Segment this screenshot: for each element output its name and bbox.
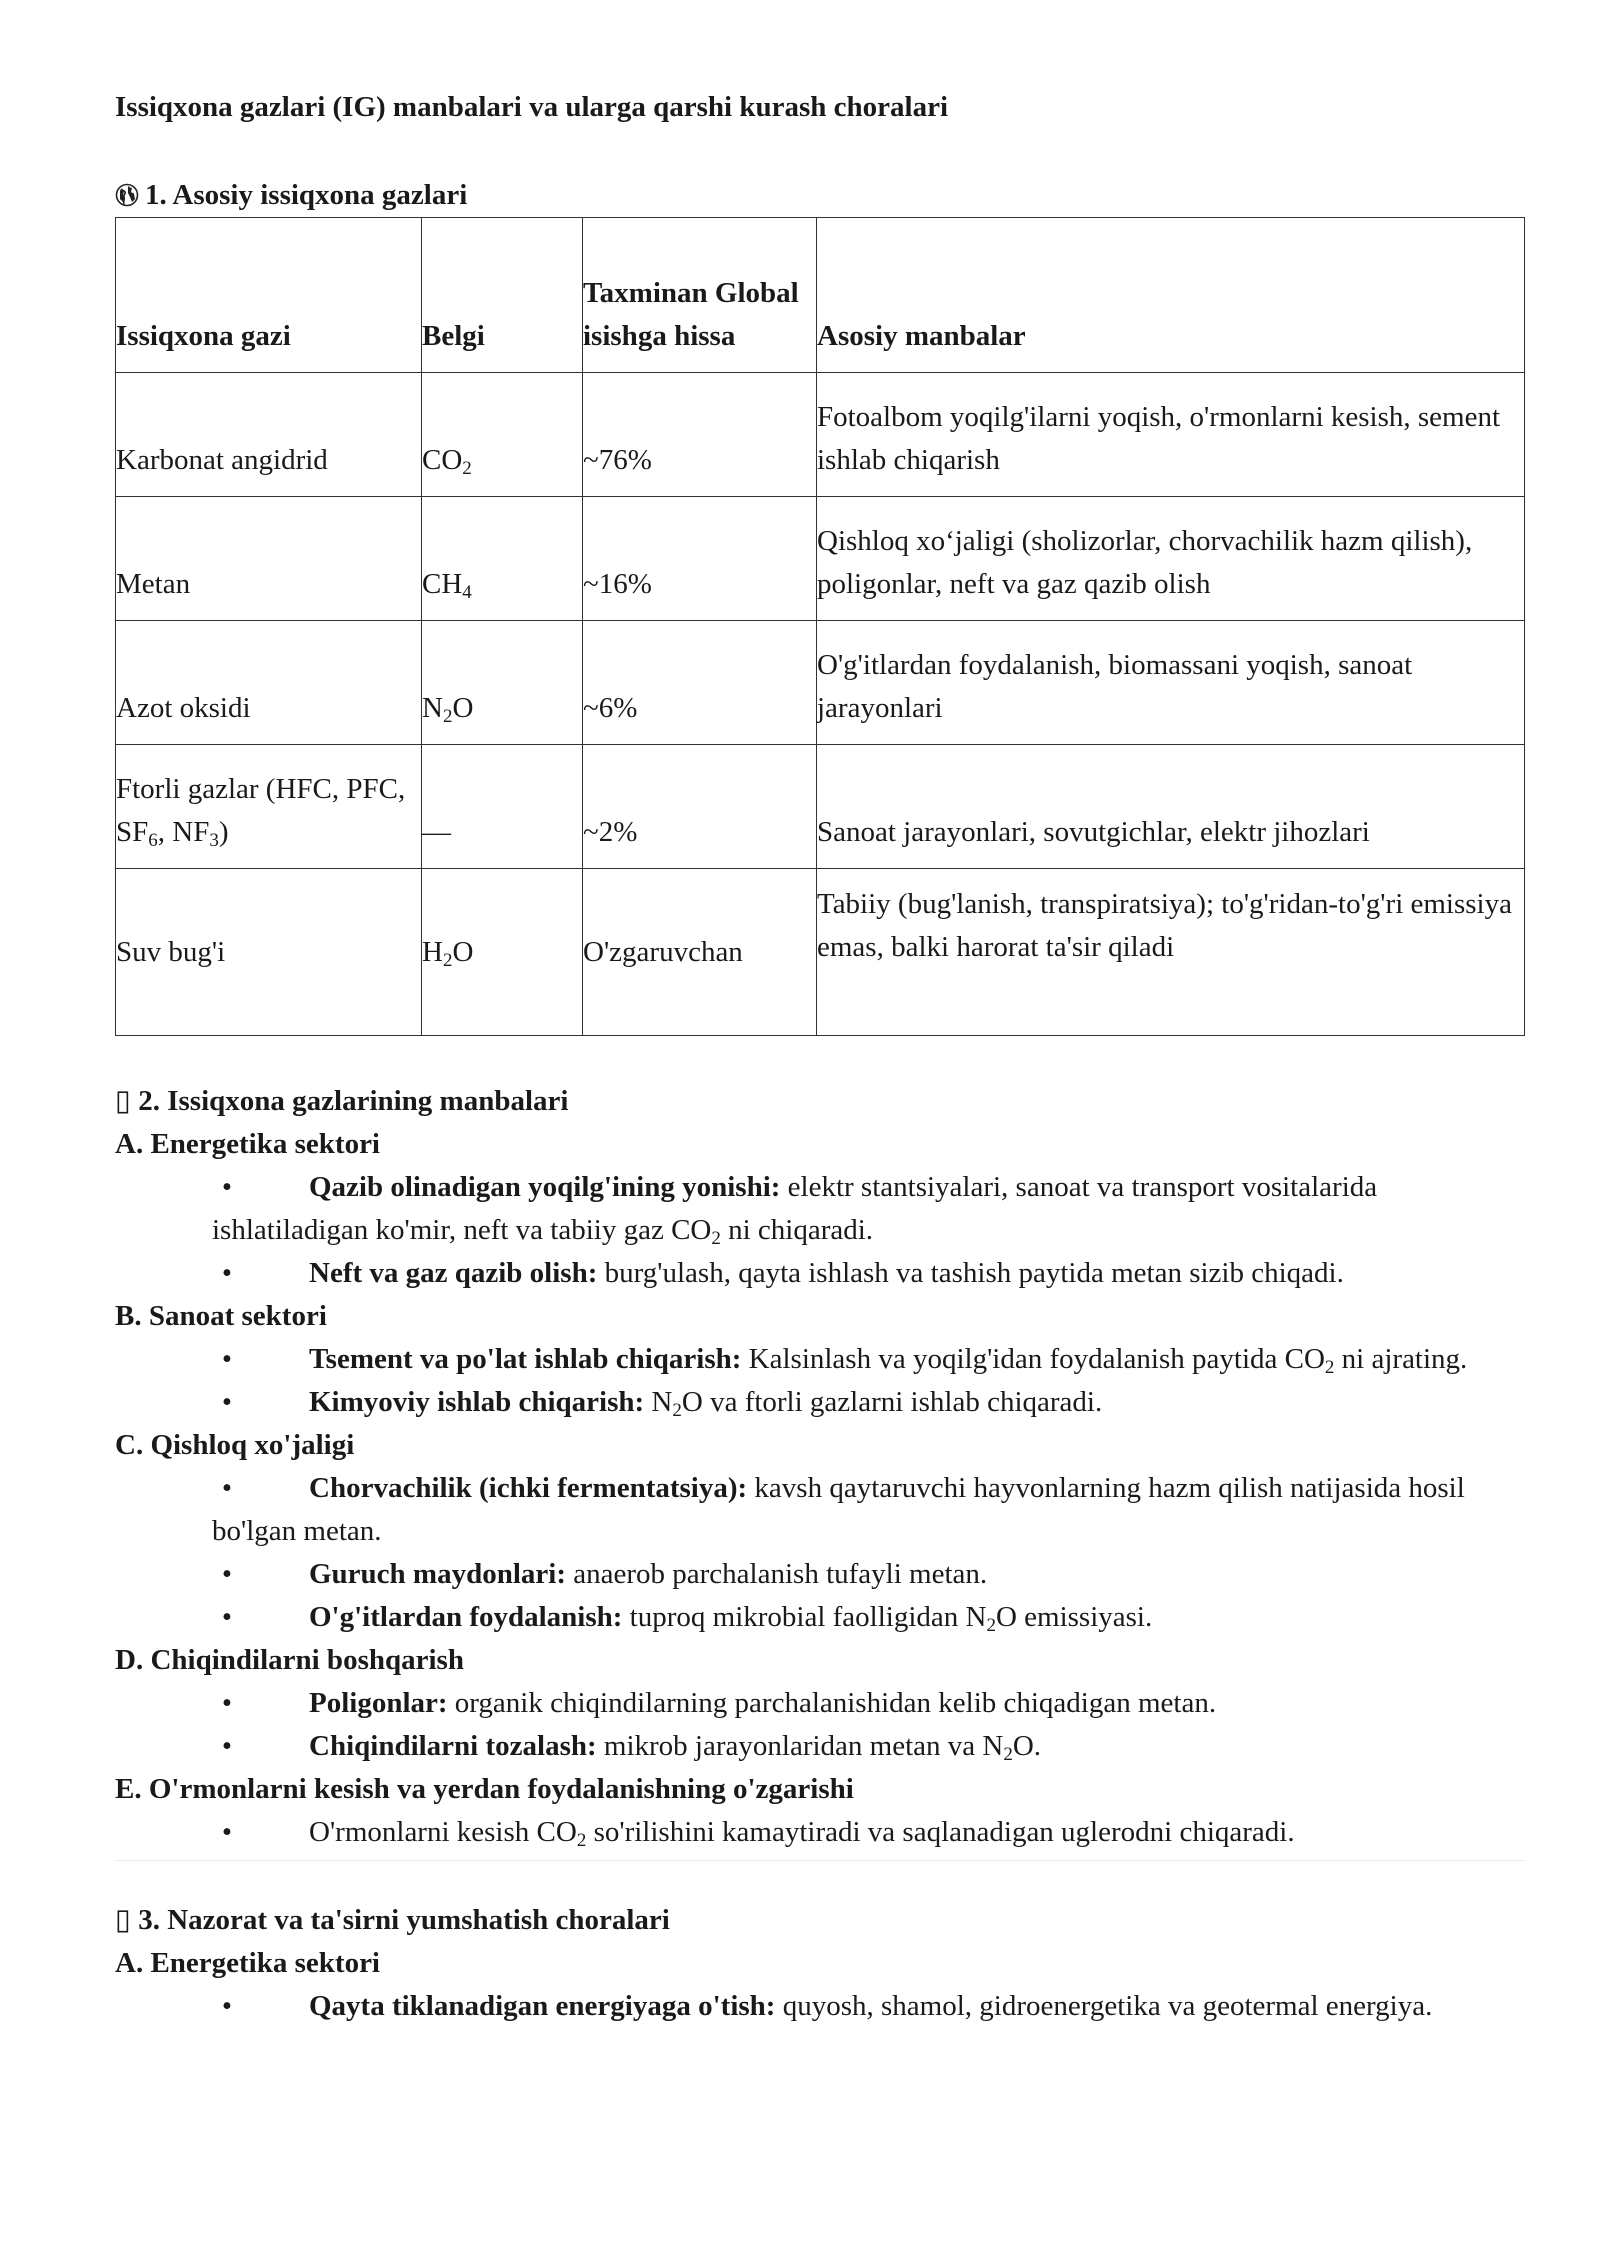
cell-formula: $H_2O$	[422, 869, 583, 1036]
list-item-lead: Qazib olinadigan yoqilg'ining yonishi:	[309, 1171, 781, 1203]
list-item-lead: Kimyoviy ishlab chiqarish:	[309, 1386, 645, 1418]
section-3-title: 3. Nazorat va ta'sirni yumshatish choralari	[138, 1904, 670, 1936]
bullet-list	[115, 1166, 1525, 1295]
header-sources: Asosiy manbalar	[817, 218, 1525, 373]
cell-share: ~16%	[583, 497, 817, 621]
list-item-body	[212, 1553, 1525, 1596]
bullet-icon: •	[221, 1472, 233, 1504]
list-item-text: O'rmonlarni kesish $CO_2$ so'rilishini kamaytiradi va saqlanadigan uglerodni chiqaradi.	[309, 1816, 1295, 1851]
bullet-list	[115, 1682, 1525, 1768]
bullet-icon: •	[221, 1990, 233, 2022]
list-item-body	[212, 1596, 1525, 1639]
bullet-list	[115, 1338, 1525, 1424]
cell-sources: Tabiiy (bug'lanish, transpiratsiya); to'g'ridan-to'g'ri emissiya emas, balki harorat ta'sir qiladi	[817, 869, 1525, 1036]
category-heading: A. Energetika sektori	[115, 1947, 380, 1979]
list-item-lead: Poligonlar:	[309, 1687, 448, 1719]
cell-formula: $CO_2$	[422, 373, 583, 497]
cell-sources: Qishloq xo‘jaligi (sholizorlar, chorvachilik hazm qilish), poligonlar, neft va gaz qazib olish	[817, 497, 1525, 621]
cell-share: ~6%	[583, 621, 817, 745]
category-heading: B. Sanoat sektori	[115, 1300, 327, 1332]
bullet-list	[115, 1985, 1525, 2028]
list-item-lead: O'g'itlardan foydalanish:	[309, 1601, 623, 1633]
list-item-body	[212, 1985, 1525, 2028]
document-title: Issiqxona gazlari (IG) manbalari va ularga qarshi kurash choralari	[115, 91, 949, 123]
table-row	[116, 621, 1525, 745]
section-divider	[115, 1860, 1525, 1861]
list-item-lead: Qayta tiklanadigan energiyaga o'tish:	[309, 1990, 776, 2022]
list-item-lead: Guruch maydonlari:	[309, 1558, 566, 1590]
bullet-icon: •	[221, 1816, 233, 1848]
list-item	[115, 1553, 1525, 1596]
category-heading: C. Qishloq xo'jaligi	[115, 1429, 355, 1461]
bullet-icon: •	[221, 1257, 233, 1289]
list-item-body	[212, 1338, 1525, 1381]
list-item	[115, 1467, 1525, 1553]
table-row	[116, 745, 1525, 869]
cell-sources: Sanoat jarayonlari, sovutgichlar, elektr jihozlari	[817, 745, 1525, 869]
missing-glyph-icon: ▯	[115, 1085, 131, 1117]
bullet-icon: •	[221, 1343, 233, 1375]
header-gas: Issiqxona gazi	[116, 218, 422, 373]
list-item	[115, 1381, 1525, 1424]
cell-share: ~76%	[583, 373, 817, 497]
list-item-body	[212, 1381, 1525, 1424]
list-item	[115, 1725, 1525, 1768]
cell-share: ~2%	[583, 745, 817, 869]
list-item	[115, 1811, 1525, 1854]
list-item-text: organik chiqindilarning parchalanishidan kelib chiqadigan metan.	[447, 1687, 1217, 1719]
category-heading: A. Energetika sektori	[115, 1128, 380, 1160]
list-item	[115, 1985, 1525, 2028]
bullet-list	[115, 1811, 1525, 1854]
category-heading: D. Chiqindilarni boshqarish	[115, 1644, 464, 1676]
list-item-text: elektr stantsiyalari, sanoat va transport vositalarida ishlatiladigan ko'mir, neft va tabiiy gaz $CO_2$ ni chiqaradi.	[212, 1171, 1378, 1249]
cell-formula: $CH_4$	[422, 497, 583, 621]
bullet-icon: •	[221, 1687, 233, 1719]
greenhouse-gas-table	[115, 217, 1525, 1036]
list-item-body	[212, 1467, 1525, 1553]
list-item-body	[212, 1682, 1525, 1725]
list-item-lead: Tsement va po'lat ishlab chiqarish:	[309, 1343, 742, 1375]
cell-sources: Fotoalbom yoqilg'ilarni yoqish, o'rmonlarni kesish, sement ishlab chiqarish	[817, 373, 1525, 497]
table-header-row	[116, 218, 1525, 373]
list-item-text: mikrob jarayonlaridan metan va $N_2O$.	[596, 1730, 1042, 1765]
table-row	[116, 869, 1525, 1036]
list-item-text: kavsh qaytaruvchi hayvonlarning hazm qilish natijasida hosil bo'lgan metan.	[212, 1472, 1465, 1547]
table-row	[116, 373, 1525, 497]
list-item-lead: Chiqindilarni tozalash:	[309, 1730, 597, 1762]
header-share: Taxminan Global isishga hissa	[583, 218, 817, 373]
cell-gas: Azot oksidi	[116, 621, 422, 745]
cell-gas: Suv bug'i	[116, 869, 422, 1036]
bullet-icon: •	[221, 1730, 233, 1762]
cell-gas: Ftorli gazlar (HFC, PFC, $SF_6$, $NF_3$)	[116, 745, 422, 869]
list-item	[115, 1166, 1525, 1252]
list-item	[115, 1596, 1525, 1639]
cell-sources: O'g'itlardan foydalanish, biomassani yoqish, sanoat jarayonlari	[817, 621, 1525, 745]
section-2-title: 2. Issiqxona gazlarining manbalari	[138, 1085, 569, 1117]
list-item-text: quyosh, shamol, gidroenergetika va geotermal energiya.	[775, 1990, 1433, 2022]
cell-formula: —	[422, 745, 583, 869]
category-heading: E. O'rmonlarni kesish va yerdan foydalanishning o'zgarishi	[115, 1773, 854, 1805]
header-formula: Belgi	[422, 218, 583, 373]
list-item-body	[212, 1252, 1525, 1295]
bullet-list	[115, 1467, 1525, 1639]
table-row	[116, 497, 1525, 621]
bullet-icon: •	[221, 1601, 233, 1633]
list-item-body	[212, 1166, 1525, 1252]
list-item-body	[212, 1725, 1525, 1768]
section-3-body	[115, 1942, 1525, 2028]
section-2-body	[115, 1123, 1525, 1854]
cell-gas: Metan	[116, 497, 422, 621]
list-item	[115, 1338, 1525, 1381]
list-item-text: burg'ulash, qayta ishlash va tashish paytida metan sizib chiqadi.	[597, 1257, 1344, 1289]
list-item-body	[212, 1811, 1525, 1854]
list-item	[115, 1682, 1525, 1725]
section-2-heading	[115, 1080, 1525, 1123]
section-1-heading	[115, 174, 1525, 217]
list-item	[115, 1252, 1525, 1295]
list-item-lead: Neft va gaz qazib olish:	[309, 1257, 598, 1289]
list-item-text: tuproq mikrobial faolligidan $N_2O$ emissiyasi.	[622, 1601, 1153, 1636]
globe-icon	[115, 174, 145, 217]
section-3-heading	[115, 1899, 1525, 1942]
section-1-title: 1. Asosiy issiqxona gazlari	[145, 179, 468, 211]
missing-glyph-icon: ▯	[115, 1904, 131, 1936]
list-item-text: Kalsinlash va yoqilg'idan foydalanish paytida $CO_2$ ni ajrating.	[741, 1343, 1468, 1378]
bullet-icon: •	[221, 1386, 233, 1418]
cell-formula: $N_2O$	[422, 621, 583, 745]
bullet-icon: •	[221, 1558, 233, 1590]
bullet-icon: •	[221, 1171, 233, 1203]
list-item-text: anaerob parchalanish tufayli metan.	[566, 1558, 988, 1590]
list-item-lead: Chorvachilik (ichki fermentatsiya):	[309, 1472, 748, 1504]
list-item-text: $N_2O$ va ftorli gazlarni ishlab chiqaradi.	[644, 1386, 1103, 1421]
cell-share: O'zgaruvchan	[583, 869, 817, 1036]
document-page	[115, 86, 1525, 2028]
cell-gas: Karbonat angidrid	[116, 373, 422, 497]
